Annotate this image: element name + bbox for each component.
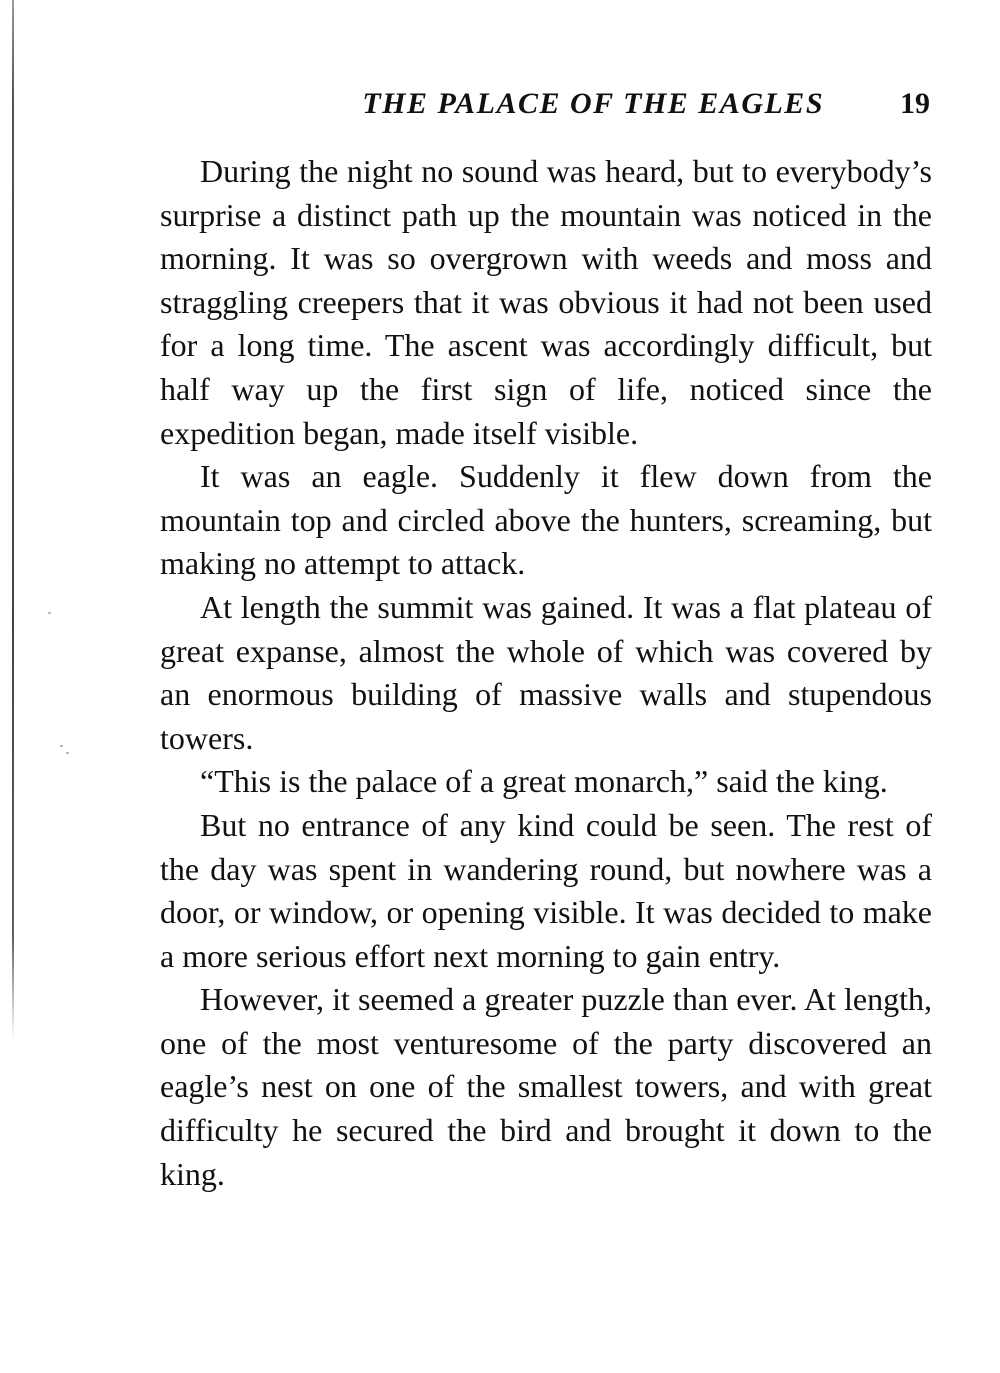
body-text xyxy=(160,150,932,1196)
scan-speck xyxy=(48,612,51,614)
page-header xyxy=(160,82,932,126)
scan-speck xyxy=(66,752,69,754)
paragraph: “This is the palace of a great monarch,” said the king. xyxy=(200,763,888,800)
page-number: 19 xyxy=(900,87,930,120)
paragraph: At length the summit was gained. It was a flat plateau of great expanse, almost the whole of which was covered by an enormous building of massive walls and stupendous towers. xyxy=(160,588,932,756)
running-title: THE PALACE OF THE EAGLES xyxy=(362,87,824,120)
paragraph: However, it seemed a greater puzzle than ever. At length, one of the most venturesome of the party discovered an eagle’s nest on one of the smallest towers, and with great difficulty he secured the bird and brought it down to the king. xyxy=(160,981,932,1192)
binding-edge xyxy=(12,0,14,1040)
paragraph: But no entrance of any kind could be seen. The rest of the day was spent in wandering round, but nowhere was a door, or window, or opening visible. It was decided to make a more serious effort next morning to gain entry. xyxy=(160,806,932,974)
paragraph: It was an eagle. Suddenly it flew down from the mountain top and circled above the hunters, screaming, but making no attempt to attack. xyxy=(160,458,932,582)
scan-speck xyxy=(60,745,63,747)
paragraph: During the night no sound was heard, but to everybody’s surprise a distinct path up the mountain was noticed in the morning. It was so overgrown with weeds and moss and straggling creepers that it was obvious it had not been used for a long time. The ascent was accordingly difficult, but half way up the first sign of life, noticed since the expedition began, made itself visible. xyxy=(160,153,932,451)
